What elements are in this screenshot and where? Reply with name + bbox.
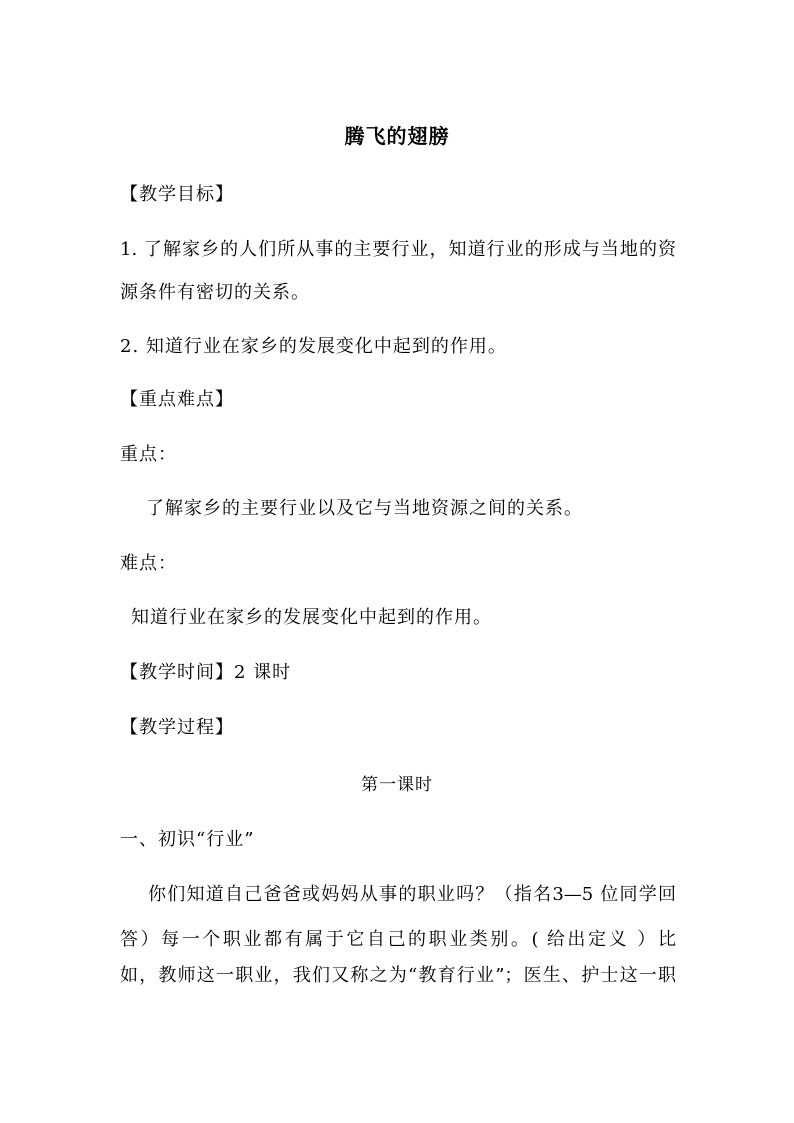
key-point-label: 重点：	[120, 444, 177, 465]
part-heading-1: 一、初识“行业”	[120, 829, 255, 850]
objective-1-line-1: 1. 了解家乡的人们所从事的主要行业，知道行业的形成与当地的资	[120, 239, 676, 260]
objective-2: 2. 知道行业在家乡的发展变化中起到的作用。	[120, 336, 507, 357]
difficulty-label: 难点：	[120, 553, 177, 574]
section-heading-objectives: 【教学目标】	[120, 184, 234, 205]
section-heading-process: 【教学过程】	[120, 717, 234, 738]
section-heading-key-points: 【重点难点】	[120, 389, 234, 410]
paragraph-line-2: 答）每一个职业都有属于它自己的职业类别。( 给出定义 ）比	[120, 929, 676, 950]
paragraph-line-3: 如，教师这一职业，我们又称之为“教育行业”；医生、护士这一职	[120, 965, 676, 986]
paragraph-line-1: 你们知道自己爸爸或妈妈从事的职业吗？（指名3—5 位同学回	[148, 884, 676, 905]
objective-1-line-2: 源条件有密切的关系。	[120, 282, 310, 303]
lesson-heading: 第一课时	[361, 775, 433, 795]
section-heading-time: 【教学时间】2 课时	[120, 662, 292, 683]
key-point-text: 了解家乡的主要行业以及它与当地资源之间的关系。	[146, 498, 583, 519]
difficulty-text: 知道行业在家乡的发展变化中起到的作用。	[131, 607, 492, 628]
document-title: 腾飞的翅膀	[344, 124, 450, 148]
